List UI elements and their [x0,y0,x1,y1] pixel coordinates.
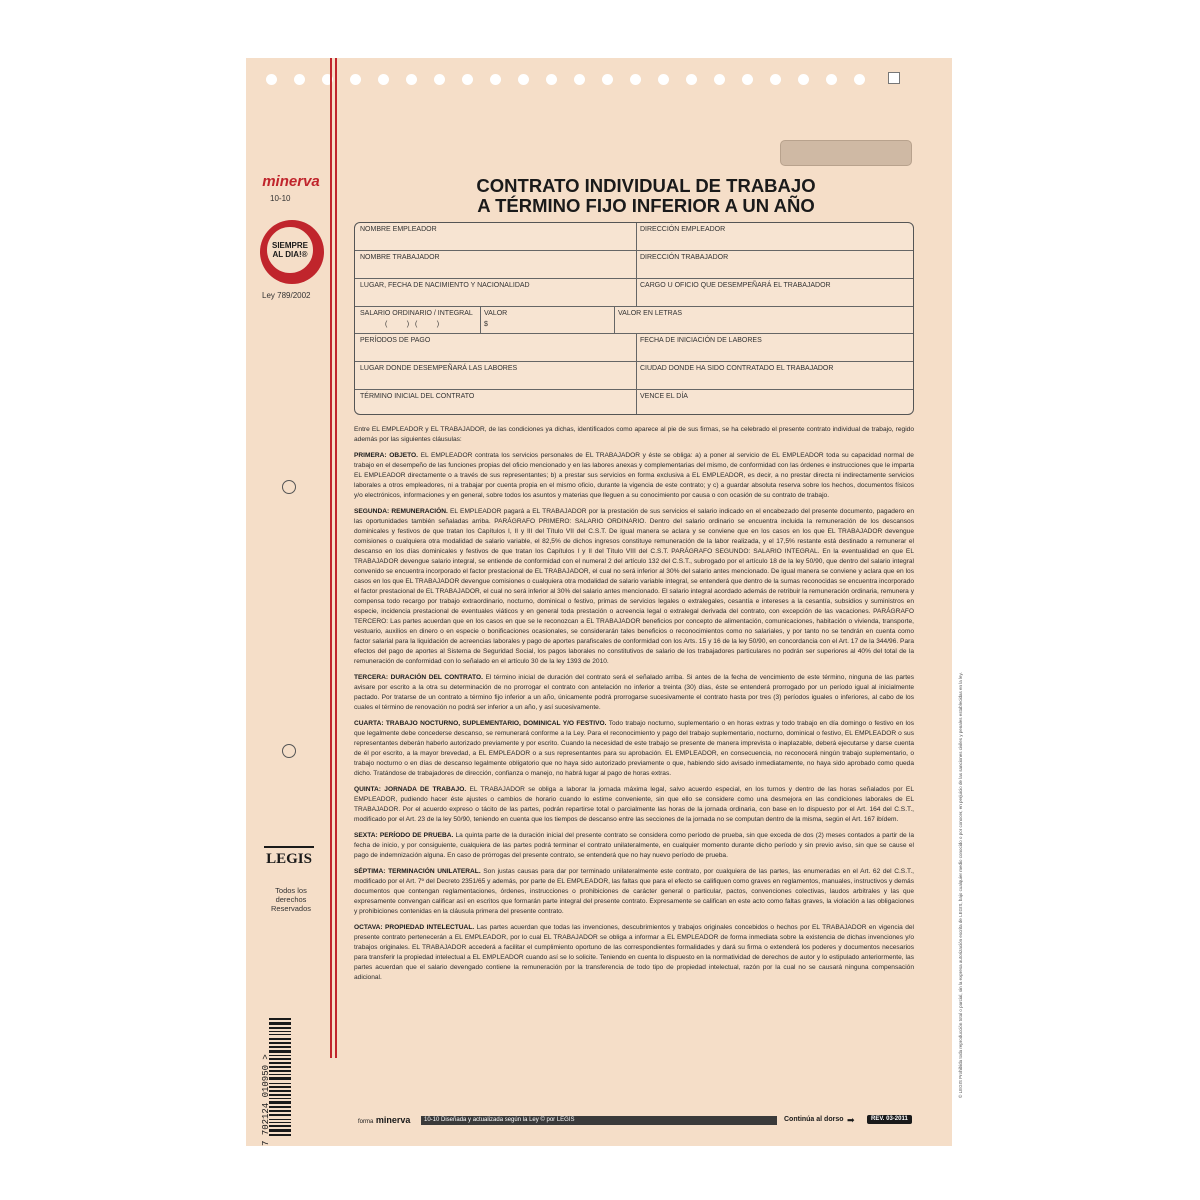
clause-heading: SÉPTIMA: TERMINACIÓN UNILATERAL. [354,868,481,875]
perforation-hole [350,74,361,85]
intro-paragraph: Entre EL EMPLEADOR y EL TRABAJADOR, de las condiciones ya dichas, identificados como aparece al pie de sus firmas, se ha celebrado el presente contrato individual de trabajo, regido además por las siguientes cláusulas: [354,426,914,443]
clause-octava [354,923,914,983]
clause-cuarta [354,719,914,779]
perforation-hole [518,74,529,85]
perforation-hole [406,74,417,85]
clause-text: El término inicial de duración del contrato será el señalado arriba. Si antes de la fecha de vencimiento de este término, ninguna de las partes avisare por escrito a la otra su determinación de no prorrogar el contrato con antelación no inferior a treinta (30) días, éste se entenderá prorrogado por un período igual al inicialmente pactado. Por tratarse de un contrato a término fijo inferior a un año, únicamente podrá prorrogarse sucesivamente el contrato hasta por tres (3) períodos iguales o inferiores, al cabo de los cuales el término de renovación no podrá ser inferior a un año, y así sucesivamente. [354,674,914,711]
binder-hole [282,480,296,494]
law-reference: Ley 789/2002 [262,291,311,300]
form-divider [636,334,637,414]
footer-brand-name: minerva [375,1115,411,1125]
clause-text: Todo trabajo nocturno, suplementario o en horas extras y todo trabajo en día domingo o festivo en los que legalmente debe concederse descanso, se remunerará conforme a la Ley. Para el reconocimiento y pago del trabajo suplementario, nocturno, dominical o festivo, EL EMPLEADOR o sus representantes deberán haberlo autorizado previamente y por escrito. Cuando la necesidad de este trabajo se presente de manera imprevista o inaplazable, deberá ejecutarse y darse cuenta de él por escrito, a la mayor brevedad, a EL EMPLEADOR o a sus representantes para su aprobación. EL EMPLEADOR, en consecuencia, no reconocerá ningún trabajo suplementario, o trabajo nocturno o en días de descanso legalmente obligatorio que no haya sido autorizado previamente o que, habiendo sido avisado inmediatamente, no haya sido aprobado como queda dicho. Tratándose de trabajadores de dirección, confianza o manejo, no habrá lugar al pago de horas extras. [354,720,914,777]
footer-forma-label: forma [358,1119,374,1125]
value-in-words-field[interactable]: VALOR EN LETRAS [618,310,683,317]
form-code: 10-10 [270,194,291,203]
clause-text: EL TRABAJADOR se obliga a laborar la jornada máxima legal, salvo acuerdo especial, en los turnos y dentro de las horas señalados por EL EMPLEADOR, pudiendo hacer éste ajustes o cambios de horario cuando lo estime conveniente, sin que ello se considere como una desmejora en las condiciones laborales de EL TRABAJADOR. Por el acuerdo expreso o tácito de las partes, podrán repartirse total o parcialmente las horas de la jornada ordinaria, con base en lo dispuesto por el Art. 164 del C.S.T., modificado por el Art. 23 de la ley 50/90, teniendo en cuenta que los tiempos de descanso entre las secciones de la jornada no se computan dentro de la misma, según el Art. 167 ibídem. [354,786,914,823]
footer-brand [358,1115,410,1125]
title-line-1: CONTRATO INDIVIDUAL DE TRABAJO [476,175,816,196]
expiry-date-field[interactable]: VENCE EL DÍA [640,393,688,400]
clause-text: La quinta parte de la duración inicial del presente contrato se considera como período de prueba, sin que exceda de dos (2) meses contados a partir de la fecha de inicio, y por consiguiente, cualquiera de las partes podrá terminar el contrato unilateralmente, en cualquier momento durante dicho período y sin previo aviso, sin que se cause el pago de indemnización alguna. En caso de prórrogas del presente contrato, se entenderá que no hay nuevo período de prueba. [354,832,914,859]
barcode [269,1018,291,1136]
title-line-2: A TÉRMINO FIJO INFERIOR A UN AÑO [477,195,815,216]
initial-term-field[interactable]: TÉRMINO INICIAL DEL CONTRATO [360,393,475,400]
clause-segunda [354,507,914,667]
perforation-hole [294,74,305,85]
employer-name-field[interactable]: NOMBRE EMPLEADOR [360,226,437,233]
minerva-logo: minerva [262,173,320,190]
perforation-hole [742,74,753,85]
copyright-side-note: © LEGIS Prohibida toda reproducción total o parcial, sin la expresa autorización escrita de LEGIS, bajo cualquier medio conocido o por conocer, en perjuicio de las sanciones civiles y penales establecidas en la ley. [958,672,963,1098]
form-divider [614,307,615,333]
perforation-hole [714,74,725,85]
start-date-field[interactable]: FECHA DE INICIACIÓN DE LABORES [640,337,762,344]
contract-header-form [354,222,914,415]
clause-heading: OCTAVA: PROPIEDAD INTELECTUAL. [354,924,475,931]
perforation-hole [686,74,697,85]
clause-text: Son justas causas para dar por terminado unilateralmente este contrato, por cualquiera de las partes, las enumeradas en el Art. 62 del C.S.T., modificado por el Art. 7º del Decreto 2351/65 y además, por parte de EL EMPLEADOR, las faltas que para el efecto se califiquen como graves en reglamentos, manuales, instructivos y demás documentos que contengan reglamentaciones, órdenes, instrucciones o prohibiciones de carácter general o particular, pactos, convenciones colectivas, laudos arbitrales y las que expresamente convengan calificar así en escritos que formarán parte integral del presente contrato. Expresamente se califican en este acto como faltas graves, la violación a las obligaciones y prohibiciones contenidas en la cláusula primera del presente contrato. [354,868,914,915]
contract-body [354,425,914,989]
form-row [355,223,913,251]
clause-text: Las partes acuerdan que todas las invenciones, descubrimientos y trabajos originales concebidos o hechos por EL TRABAJADOR en vigencia del presente contrato pertenecerán a EL EMPLEADOR, por lo cual EL TRABAJADOR se obliga a informar a EL EMPLEADOR de forma inmediata sobre la existencia de dichas invenciones y/o trabajos originales. EL TRABAJADOR accederá a facilitar el cumplimiento oportuno de las correspondientes formalidades y dará su firma o extenderá los poderes y documentos necesarios para transferir la propiedad intelectual a EL EMPLEADOR cuando así se lo solicite. Teniendo en cuenta lo dispuesto en la normatividad de derechos de autor y lo estipulado anteriormente, las partes acuerdan que el salario devengado contiene la remuneración por la transferencia de todo tipo de propiedad intelectual, razón por la cual no se causará ninguna compensación adicional. [354,924,914,981]
clause-primera [354,451,914,501]
clause-text: EL EMPLEADOR contrata los servicios personales de EL TRABAJADOR y éste se obliga: a) a poner al servicio de EL EMPLEADOR toda su capacidad normal de trabajo en el desempeño de las funciones propias del oficio mencionado y en las labores anexas y complementarias del mismo, de conformidad con las órdenes e instrucciones que le imparta EL EMPLEADOR directamente o a través de sus representantes; b) a prestar sus servicios en forma exclusiva a EL EMPLEADOR, es decir, a no prestar directa ni indirectamente servicios laborales a otros empleadores, ni a trabajar por cuenta propia en el mismo oficio, durante la vigencia de este contrato; y c) a guardar absoluta reserva sobre los hechos, documentos físicos y/o electrónicos, informaciones y en general, sobre todos los asuntos y materias que lleguen a su conocimiento por causa o con ocasión de su contrato de trabajo. [354,452,914,499]
clause-heading: TERCERA: DURACIÓN DEL CONTRATO. [354,674,483,681]
salary-type-field[interactable]: SALARIO ORDINARIO / INTEGRAL [360,310,473,317]
perforation-hole [770,74,781,85]
clause-heading: PRIMERA: OBJETO. [354,452,419,459]
seal-text: SIEMPRE AL DIA!® [265,225,315,275]
siempre-al-dia-seal [260,220,324,284]
perforation-hole [658,74,669,85]
legis-logo: LEGIS [264,846,314,868]
revision-badge: REV. 03-2011 [867,1115,912,1124]
clause-text: EL EMPLEADOR pagará a EL TRABAJADOR por la prestación de sus servicios el salario indicado en el encabezado del presente documento, pagadero en las oportunidades también señaladas arriba. PARÁGRAFO PRIMERO: SALARIO ORDINARIO. Dentro del salario ordinario se encuentra incluida la remuneración de los descansos dominicales y festivos de que tratan los Capítulos I, II y III del Título VII del C.S.T. De igual manera se aclara y se conviene que en los casos en los que EL TRABAJADOR devengue comisiones o cualquiera otra modalidad de salario variable, el 82,5% de dichos ingresos constituye remuneración de la labor realizada, y el 17,5% restante está destinado a remunerar el descanso en los días dominicales y festivos de que tratan los Capítulos I y II del Título VIII del C.S.T. PARÁGRAFO SEGUNDO: SALARIO INTEGRAL. En la eventualidad en que EL TRABAJADOR devengue salario integral, se entiende de conformidad con el numeral 2 del artículo 132 del C.S.T., subrogado por el artículo 18 de la ley 50/90, que dentro del salario integral convenido se encuentra incorporado el factor prestacional de EL TRABAJADOR, el cual no será inferior al 30% del salario antes mencionado. De igual manera se conviene y aclara que en los casos en los que EL TRABAJADOR devengue comisiones o cualquiera otra modalidad de salario variable integral, se entenderá que dentro de la sumas reconocidas se encuentra incorporado el factor prestacional de EL TRABAJADOR, el cual no será inferior al 30% del salario antes mencionado. El salario integral acordado además de retribuir la remuneración ordinaria, remunera y compensa todo recargo por trabajo extraordinario, nocturno, dominical o festivo, primas de servicios legales o extralegales, cesantía e intereses a la cesantía, subsidios y suministros en especie, incidencia prestacional de eventuales viáticos y en general toda prestación o acreencia legal o extralegal derivada del contrato, con excepción de las vacaciones. PARÁGRAFO TERCERO: Las partes acuerdan que en los casos en que se le reconozcan a EL TRABAJADOR beneficios por concepto de alimentación, comunicaciones, habitación o vivienda, transporte, vestuario, auxilios en dinero o en especie o bonificaciones ocasionales, se considerarán tales beneficios o reconocimientos como no salariales, y por tanto no se tendrán en cuenta como factor salarial para la liquidación de acreencias laborales y pago de aportes parafiscales de conformidad con los Arts. 15 y 16 de la ley 50/90, en concordancia con el Art. 17 de la 344/96. Para efectos del pago de aportes al Sistema de Seguridad Social, los pagos laborales no constitutivos de salario de los trabajadores particulares no podrán ser superiores al 40% del total de la remuneración de conformidad con lo señalado en el artículo 30 de la ley 1393 de 2010. [354,508,914,665]
form-footer [358,1114,914,1128]
footer-design-bar: 10-10 Diseñada y actualizada según la Ley © por LEGIS [421,1116,777,1125]
binder-hole [282,744,296,758]
red-margin-line [330,58,332,1058]
arrow-right-icon: ➡ [847,1115,855,1125]
clause-heading: QUINTA: JORNADA DE TRABAJO. [354,786,467,793]
position-field[interactable]: CARGO U OFICIO QUE DESEMPEÑARÁ EL TRABAJADOR [640,282,831,289]
clause-quinta [354,785,914,825]
clause-heading: SEXTA: PERÍODO DE PRUEBA. [354,832,454,839]
form-divider [636,223,637,306]
perforation-hole [798,74,809,85]
perforation-hole [854,74,865,85]
clause-tercera [354,673,914,713]
clause-sexta [354,831,914,861]
security-stamp-box [780,140,912,166]
perforation-hole [434,74,445,85]
birth-place-field[interactable]: LUGAR, FECHA DE NACIMIENTO Y NACIONALIDAD [360,282,530,289]
perforation-hole [602,74,613,85]
worker-address-field[interactable]: DIRECCIÓN TRABAJADOR [640,254,729,261]
salary-value-label: VALOR [484,310,508,317]
hire-city-field[interactable]: CIUDAD DONDE HA SIDO CONTRATADO EL TRABAJADOR [640,365,834,372]
perforation-hole [826,74,837,85]
clause-septima [354,867,914,917]
perforation-hole [266,74,277,85]
clause-heading: CUARTA: TRABAJO NOCTURNO, SUPLEMENTARIO, DOMINICAL Y/O FESTIVO. [354,720,607,727]
form-divider [480,307,481,333]
perforation-hole [462,74,473,85]
worker-name-field[interactable]: NOMBRE TRABAJADOR [360,254,440,261]
form-row [355,334,913,362]
rights-notice: Todos los derechos Reservados [270,886,312,913]
document-title [426,176,866,216]
employer-address-field[interactable]: DIRECCIÓN EMPLEADOR [640,226,726,233]
perforation-hole [490,74,501,85]
red-margin-line [335,58,337,1058]
work-place-field[interactable]: LUGAR DONDE DESEMPEÑARÁ LAS LABORES [360,365,518,372]
perforation-hole [630,74,641,85]
corner-square-mark [888,72,900,84]
perforation-hole [378,74,389,85]
pay-periods-field[interactable]: PERÍODOS DE PAGO [360,337,431,344]
continues-overleaf-label: Continúa al dorso [784,1116,844,1123]
barcode-number: 7 702124 010950 > [261,1054,271,1146]
clause-heading: SEGUNDA: REMUNERACIÓN. [354,508,448,515]
perforation-hole [546,74,557,85]
contract-sheet [246,58,963,1146]
perforation-hole [574,74,585,85]
salary-type-checkboxes[interactable]: ( ) ( ) [385,321,440,328]
currency-symbol[interactable]: $ [484,321,488,328]
